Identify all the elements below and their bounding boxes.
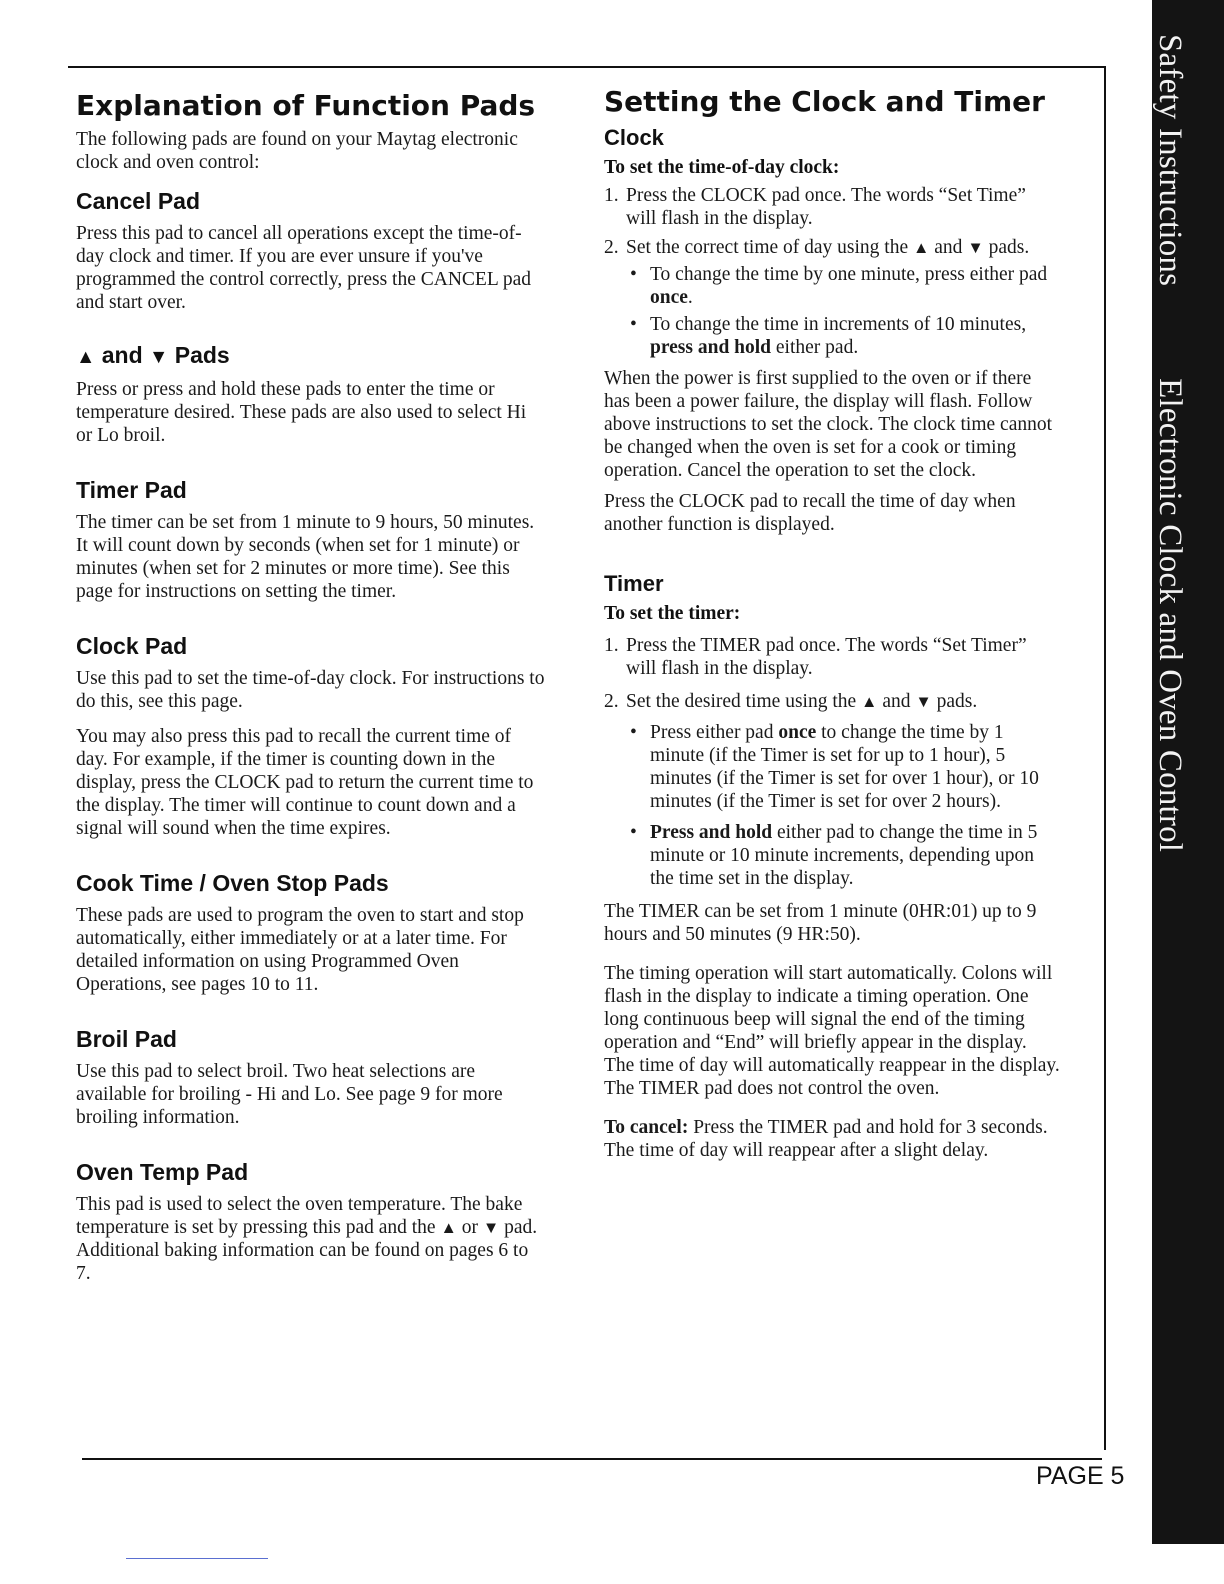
side-tab-section-clock: Electronic Clock and Oven Control — [1152, 378, 1188, 853]
step-text-a: Set the desired time using the — [626, 691, 857, 712]
side-tab-text — [1151, 34, 1188, 852]
clock-pad-heading: Clock Pad — [76, 633, 188, 659]
timer-bullet-2 — [626, 821, 1060, 890]
left-title: Explanation of Function Pads — [76, 89, 536, 122]
timer-steps — [604, 634, 1060, 890]
bullet-text: . — [687, 287, 693, 308]
bullet-emphasis: once — [778, 722, 817, 743]
clock-bullets — [626, 263, 1060, 359]
down-arrow-icon: ▼ — [149, 346, 169, 368]
timer-step-2 — [604, 690, 1060, 890]
step-number: 2. — [604, 691, 619, 712]
cancel-text: Press the TIMER pad and hold for 3 seconds. The time of day will reappear after a slight delay. — [604, 1117, 1048, 1161]
bullet-text: either pad to change the time in 5 minute or 10 minute increments, depending upon the time set in the display. — [650, 822, 1038, 889]
clock-bullet-1 — [626, 263, 1060, 309]
bullet-text: To change the time in increments of 10 minutes, — [650, 314, 1027, 335]
right-column — [604, 84, 1060, 1162]
page-number: PAGE 5 — [1036, 1462, 1125, 1490]
clock-pad-text-2: You may also press this pad to recall the current time of day. For example, if the timer is counting down in the display, press the CLOCK pad to return the current time to the display. The timer will continue to count down and a signal will sound when the time expires. — [76, 726, 534, 839]
timer-cancel — [604, 1116, 1060, 1162]
bullet-text: either pad. — [775, 337, 859, 358]
bullet-text: To change the time by one minute, press either pad — [650, 264, 1048, 285]
oven-temp-pad-heading: Oven Temp Pad — [76, 1159, 249, 1185]
oven-temp-text-a: This pad is used to select the oven temperature. The bake temperature is set by pressing this pad and the — [76, 1194, 523, 1238]
clock-bullet-2 — [626, 313, 1060, 359]
step-number: 1. — [604, 635, 619, 656]
arrow-pads-label: Pads — [174, 342, 230, 368]
timer-bullet-1 — [626, 721, 1060, 813]
timer-pad-text: The timer can be set from 1 minute to 9 hours, 50 minutes. It will count down by seconds (when set for 1 minute) or minutes (when set for 2 minutes or more time). See this page for instructions on setting the timer. — [76, 512, 535, 602]
step-text: Press the TIMER pad once. The words “Set Timer” will flash in the display. — [626, 635, 1027, 679]
right-title: Setting the Clock and Timer — [604, 85, 1045, 118]
clock-para-1: When the power is first supplied to the oven or if there has been a power failure, the display will flash. Follow above instructions to set the clock. The clock time cannot be changed when the oven is set for a cook or timing operation. Cancel the operation to set the clock. — [604, 368, 1053, 481]
clock-heading: Clock — [604, 125, 664, 150]
timer-bullets — [626, 721, 1060, 890]
bullet-emphasis: Press and hold — [650, 822, 773, 843]
step-text: Press the CLOCK pad once. The words “Set Time” will flash in the display. — [626, 185, 1026, 229]
bottom-rule — [82, 1458, 1102, 1460]
step-text-b: pads. — [988, 237, 1030, 258]
timer-heading: Timer — [604, 571, 664, 596]
step-and: and — [934, 237, 963, 258]
timer-subheading: To set the timer: — [604, 603, 741, 624]
clock-steps — [604, 184, 1060, 359]
clock-pad-text-1: Use this pad to set the time-of-day clock. For instructions to do this, see this page. — [76, 668, 545, 712]
cook-time-pads-text: These pads are used to program the oven to start and stop automatically, either immediately or at a later time. For detailed information on using Programmed Oven Operations, see pages 10 to 11. — [76, 905, 524, 995]
side-tab-section-safety: Safety Instructions — [1152, 34, 1188, 287]
cancel-label: To cancel: — [604, 1117, 689, 1138]
step-and: and — [882, 691, 911, 712]
step-number: 1. — [604, 185, 619, 206]
cancel-pad-heading: Cancel Pad — [76, 188, 200, 214]
timer-pad-heading: Timer Pad — [76, 477, 187, 503]
step-text-b: pads. — [936, 691, 978, 712]
step-number: 2. — [604, 237, 619, 258]
bullet-text: to change the time by 1 minute (if the Timer is set for up to 1 hour), 5 minutes (if the Timer is set for over 1 hour), or 10 minutes (if the Timer is set for over 2 hours). — [650, 722, 1039, 812]
left-column — [76, 88, 546, 1285]
top-rule — [68, 66, 1106, 68]
oven-temp-text-b: pad. Additional baking information can be found on pages 6 to 7. — [76, 1217, 538, 1284]
clock-step-2 — [604, 236, 1060, 359]
step-text-a: Set the correct time of day using the — [626, 237, 909, 258]
broil-pad-heading: Broil Pad — [76, 1026, 177, 1052]
clock-para-2: Press the CLOCK pad to recall the time of day when another function is displayed. — [604, 491, 1016, 535]
timer-para-1: The TIMER can be set from 1 minute (0HR:01) up to 9 hours and 50 minutes (9 HR:50). — [604, 901, 1037, 945]
up-arrow-icon: ▲ — [913, 238, 930, 257]
timer-para-2: The timing operation will start automatically. Colons will flash in the display to indicate a timing operation. One long continuous beep will signal the end of the timing operation and “End” will briefly appear in the display. The time of day will automatically reappear in the display. The TIMER pad does not control the oven. — [604, 963, 1060, 1099]
clock-subheading: To set the time-of-day clock: — [604, 157, 840, 178]
broil-pad-text: Use this pad to select broil. Two heat selections are available for broiling - Hi and Lo. See page 9 for more broiling information. — [76, 1061, 503, 1128]
clock-step-1 — [604, 184, 1060, 230]
bullet-emphasis: press and hold — [650, 337, 772, 358]
bullet-emphasis: once — [650, 287, 688, 308]
arrow-pads-and: and — [101, 342, 143, 368]
down-arrow-icon: ▼ — [967, 238, 984, 257]
arrow-pads-heading — [76, 340, 546, 372]
down-arrow-icon: ▼ — [482, 1218, 500, 1237]
cancel-pad-text: Press this pad to cancel all operations except the time-of-day clock and timer. If you are ever unsure if you've programmed the control correctly, press the CANCEL pad and start over. — [76, 223, 532, 313]
left-intro: The following pads are found on your Maytag electronic clock and oven control: — [76, 129, 518, 173]
footer-rule — [126, 1558, 268, 1559]
up-arrow-icon: ▲ — [861, 692, 878, 711]
up-arrow-icon: ▲ — [440, 1218, 457, 1237]
up-arrow-icon: ▲ — [76, 346, 96, 368]
oven-temp-pad-text — [76, 1193, 546, 1285]
arrow-pads-text: Press or press and hold these pads to enter the time or temperature desired. These pads are also used to select Hi or Lo broil. — [76, 379, 527, 446]
bullet-text: Press either pad — [650, 722, 774, 743]
down-arrow-icon: ▼ — [915, 692, 932, 711]
oven-temp-or: or — [461, 1217, 478, 1238]
timer-step-1 — [604, 634, 1060, 680]
cook-time-pads-heading: Cook Time / Oven Stop Pads — [76, 870, 389, 896]
right-rule — [1104, 66, 1106, 1450]
